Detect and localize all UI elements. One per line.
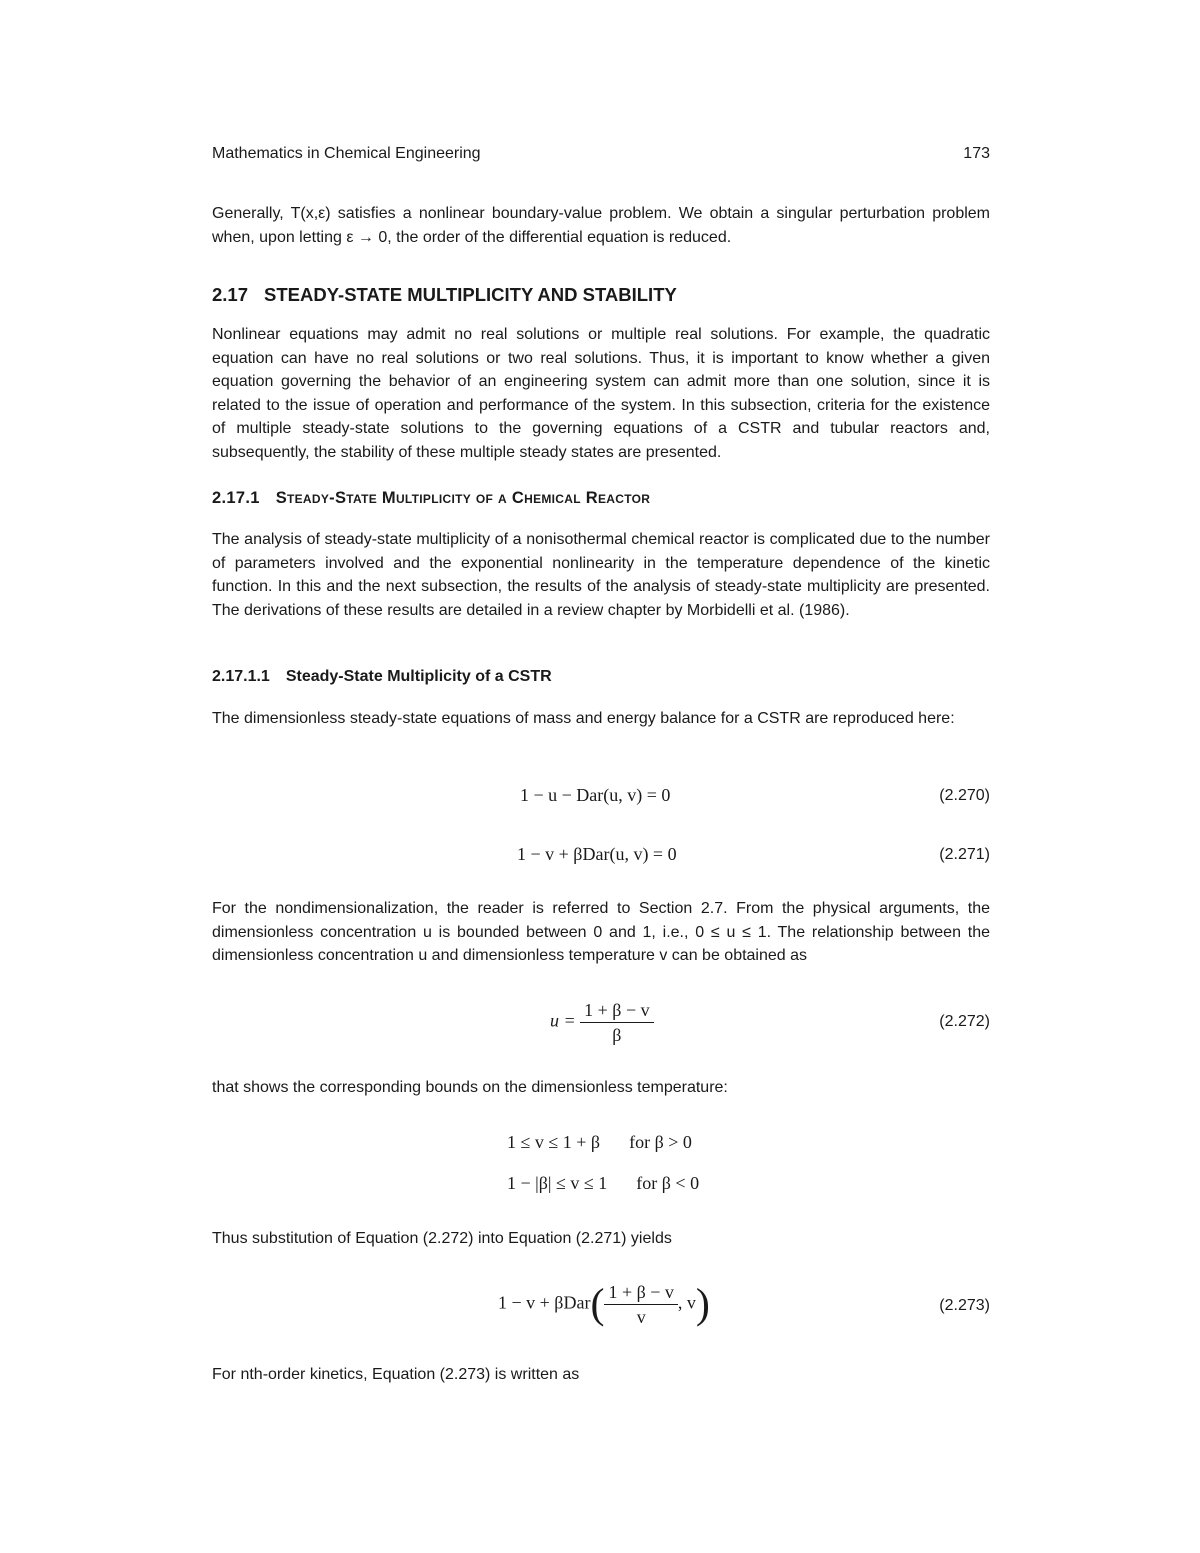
equation-2-273-fraction [604,1280,677,1329]
paragraph-nth-order: For nth-order kinetics, Equation (2.273) is written as [212,1366,580,1383]
equation-2-271-expr: 1 − v + βDar(u, v) = 0 [517,844,677,864]
equation-2-270-label: (2.270) [939,787,990,804]
equation-2-272-denominator: β [612,1025,622,1045]
paragraph-substitution: Thus substitution of Equation (2.272) into Equation (2.271) yields [212,1230,672,1247]
intro-paragraph: Generally, T(x,ε) satisfies a nonlinear boundary-value problem. We obtain a singular perturbation problem when, upon letting ε → 0, the order of the differential equation is reduced. [212,205,990,246]
equation-2-273-suffix: , v [677,1292,696,1313]
subsection-number: 2.17.1 [212,489,260,507]
section-heading [212,284,677,306]
subsubsection-number: 2.17.1.1 [212,668,270,685]
section-title: STEADY-STATE MULTIPLICITY AND STABILITY [264,284,677,305]
subsubsection-title: Steady-State Multiplicity of a CSTR [285,668,552,685]
equation-2-273-label: (2.273) [939,1297,990,1314]
subsection-title: Steady-State Multiplicity of a Chemical Reactor [275,489,651,507]
running-title: Mathematics in Chemical Engineering [212,145,481,162]
equation-2-273-numerator: 1 + β − v [604,1280,677,1305]
paragraph-bounds: that shows the corresponding bounds on the dimensionless temperature: [212,1079,728,1096]
document-page [212,0,990,1553]
page-number: 173 [963,145,990,162]
equation-2-271 [517,844,677,865]
equation-2-272-numerator: 1 + β − v [580,998,653,1023]
equation-2-273-prefix: 1 − v + βDar [498,1292,591,1313]
bounds-beta-positive [507,1132,692,1153]
subsection-paragraph: The analysis of steady-state multiplicity of a nonisothermal chemical reactor is complicated due to the number of parameters involved and the exponential nonlinearity in the temperature dependence of the kinetic function. In this and the next subsection, the results of the analysis of steady-state multiplicity are presented. The derivations of these results are detailed in a review chapter by Morbidelli et al. (1986). [212,531,990,619]
paragraph-nondimensionalization: For the nondimensionalization, the reader is referred to Section 2.7. From the physical arguments, the dimensionless concentration u is bounded between 0 and 1, i.e., 0 ≤ u ≤ 1. The relationship between the dimensionless concentration u and dimensionless temperature v can be obtained as [212,900,990,964]
equation-2-273-denominator: v [636,1307,646,1327]
equation-2-270-expr: 1 − u − Dar(u, v) = 0 [520,785,671,805]
equation-2-272-label: (2.272) [939,1013,990,1030]
right-paren-icon: ) [695,1281,710,1328]
bounds-beta-negative [507,1173,699,1194]
equation-2-272 [550,998,654,1047]
equation-2-270 [520,785,670,806]
section-number: 2.17 [212,284,249,305]
bounds-beta-positive-condition: for β > 0 [629,1132,692,1152]
bounds-beta-negative-expr: 1 − |β| ≤ v ≤ 1 [507,1173,608,1193]
subsection-heading [212,489,650,508]
equation-2-272-fraction [580,998,653,1047]
left-paren-icon: ( [590,1281,605,1328]
equation-2-273 [498,1280,710,1329]
bounds-beta-negative-condition: for β < 0 [636,1173,700,1193]
equation-2-272-lhs: u = [550,1010,576,1031]
equation-2-271-label: (2.271) [939,846,990,863]
bounds-beta-positive-expr: 1 ≤ v ≤ 1 + β [507,1132,601,1152]
section-paragraph: Nonlinear equations may admit no real solutions or multiple real solutions. For example, the quadratic equation can have no real solutions or two real solutions. Thus, it is important to know whether a given equation governing the behavior of an engineering system can admit more than one solution, since it is related to the issue of operation and performance of the system. In this subsection, criteria for the existence of multiple steady-state solutions to the governing equations of a CSTR and tubular reactors and, subsequently, the stability of these multiple steady states are presented. [212,326,990,461]
paragraph-mass-energy: The dimensionless steady-state equations of mass and energy balance for a CSTR are reproduced here: [212,710,955,727]
subsubsection-heading [212,668,552,686]
